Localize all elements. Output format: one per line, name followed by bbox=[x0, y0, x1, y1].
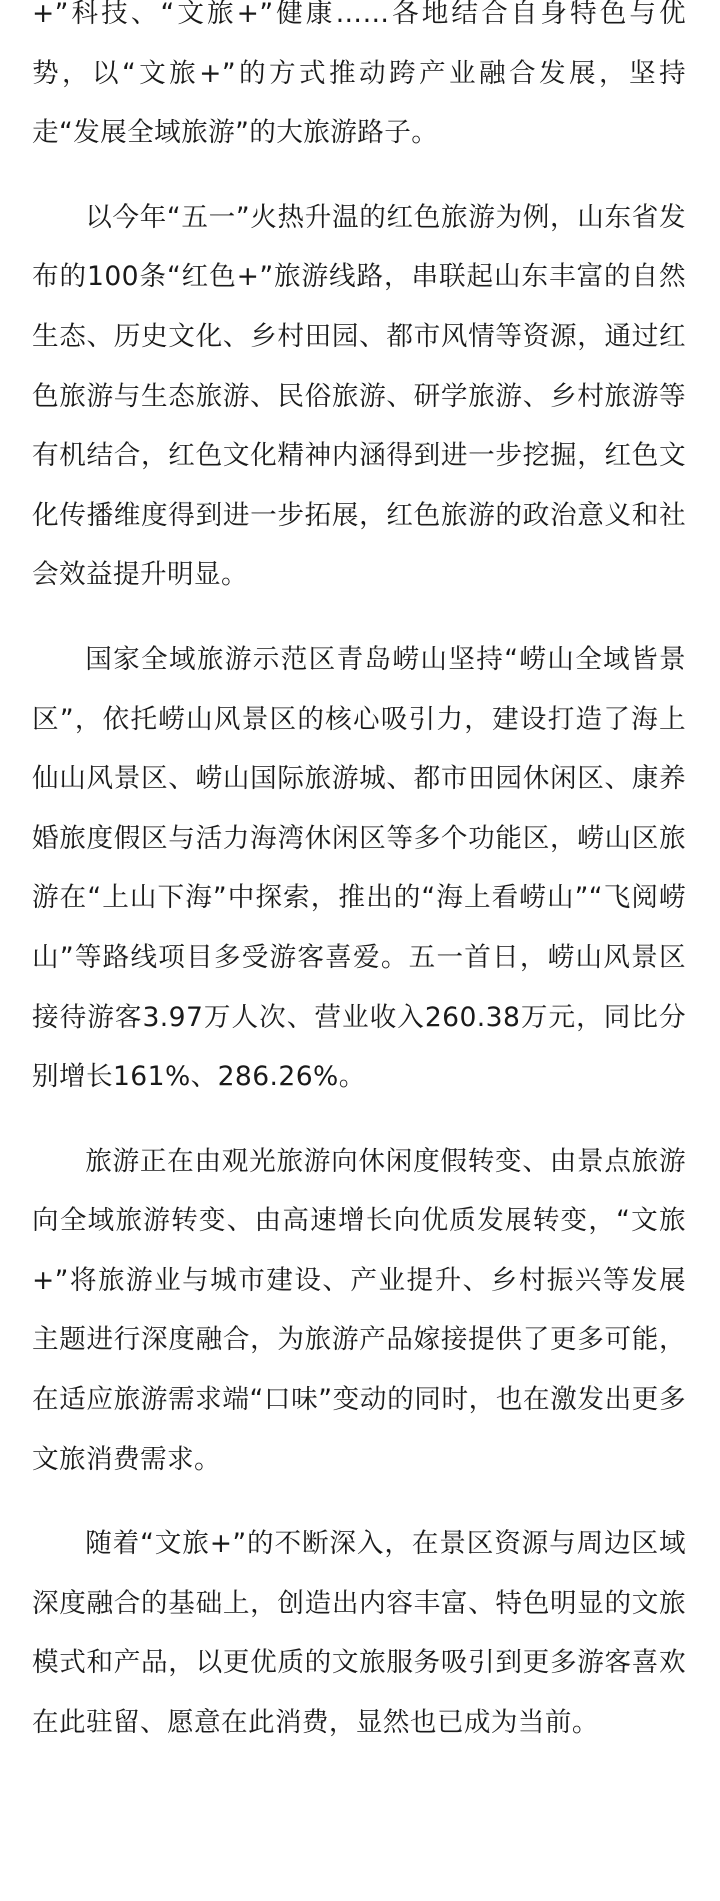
paragraph-5: 随着“文旅+”的不断深入，在景区资源与周边区域深度融合的基础上，创造出内容丰富、特色明显的文旅模式和产品，以更优质的文旅服务吸引到更多游客喜欢在此驻留、愿意在此消费，显然也已成为当前。 bbox=[32, 1528, 686, 1739]
paragraph-3: 国家全域旅游示范区青岛崂山坚持“崂山全域皆景区”，依托崂山风景区的核心吸引力，建设打造了海上仙山风景区、崂山国际旅游城、都市田园休闲区、康养婚旅度假区与活力海湾休闲区等多个功能区，崂山区旅游在“上山下海”中探索，推出的“海上看崂山”“飞阅崂山”等路线项目多受游客喜爱。五一首日，崂山风景区接待游客3.97万人次、营业收入260.38万元，同比分别增长161%、286.26%。 bbox=[32, 643, 686, 1093]
paragraph-2: 以今年“五一”火热升温的红色旅游为例，山东省发布的100条“红色+”旅游线路，串联起山东丰富的自然生态、历史文化、乡村田园、都市风情等资源，通过红色旅游与生态旅游、民俗旅游、研学旅游、乡村旅游等有机结合，红色文化精神内涵得到进一步挖掘，红色文化传播维度得到进一步拓展，红色旅游的政治意义和社会效益提升明显。 bbox=[32, 201, 686, 591]
paragraph-1: +”科技、“文旅+”健康……各地结合自身特色与优势，以“文旅+”的方式推动跨产业融合发展，坚持走“发展全域旅游”的大旅游路子。 bbox=[32, 0, 686, 149]
paragraph-4: 旅游正在由观光旅游向休闲度假转变、由景点旅游向全域旅游转变、由高速增长向优质发展转变，“文旅+”将旅游业与城市建设、产业提升、乡村振兴等发展主题进行深度融合，为旅游产品嫁接提供了更多可能，在适应旅游需求端“口味”变动的同时，也在激发出更多文旅消费需求。 bbox=[32, 1145, 686, 1475]
